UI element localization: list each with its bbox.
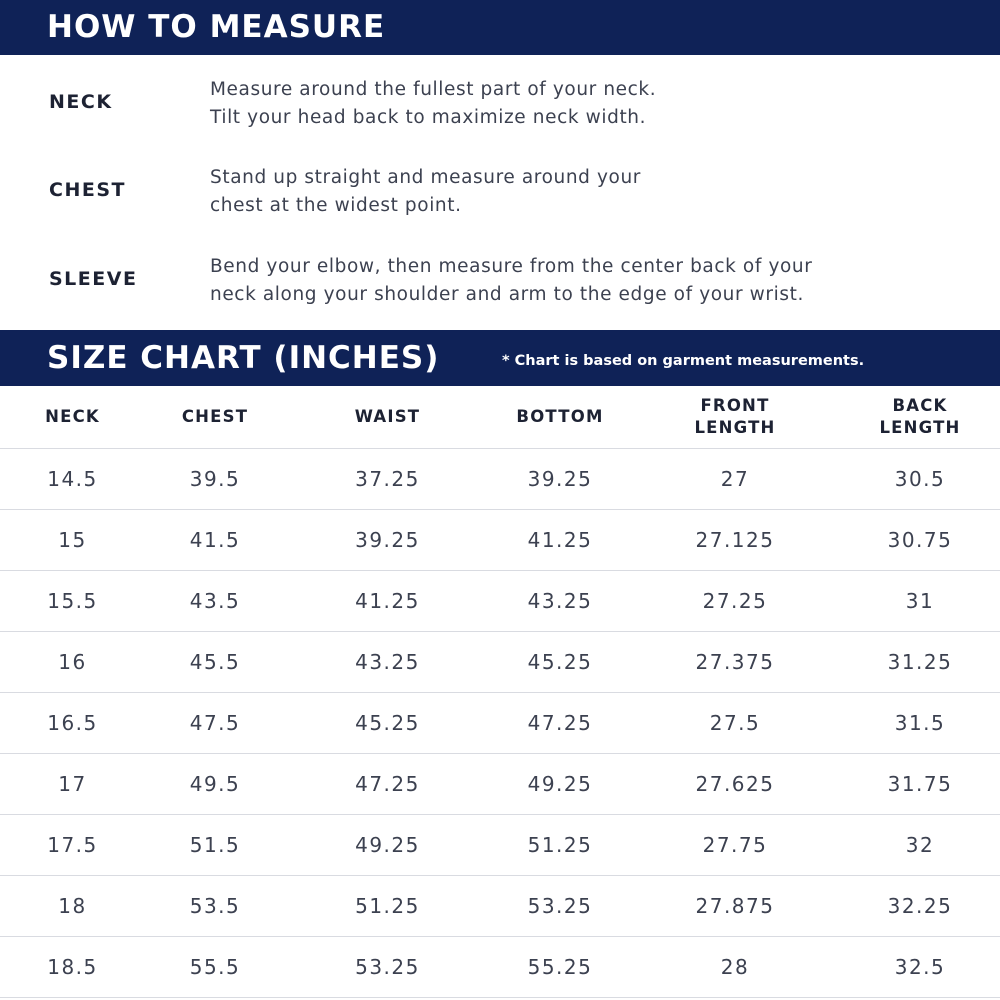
table-cell: 49.25	[285, 815, 490, 876]
column-header-text: BOTTOM	[516, 407, 604, 426]
table-cell: 16	[0, 632, 145, 693]
table-cell: 27.375	[630, 632, 840, 693]
table-cell: 31.5	[840, 693, 1000, 754]
table-cell: 49.5	[145, 754, 285, 815]
table-cell: 14.5	[0, 449, 145, 510]
column-header-text: NECK	[45, 407, 100, 426]
table-cell: 31.25	[840, 632, 1000, 693]
table-cell: 39.5	[145, 449, 285, 510]
table-cell: 55.25	[490, 937, 630, 998]
table-row	[0, 815, 1000, 876]
table-cell: 51.5	[145, 815, 285, 876]
table-row	[0, 632, 1000, 693]
chest-description-line: chest at the widest point.	[210, 195, 462, 216]
size-chart-note: * Chart is based on garment measurements.	[502, 353, 865, 369]
column-header-text: LENGTH	[879, 418, 961, 437]
column-header	[840, 386, 1000, 449]
table-cell: 18	[0, 876, 145, 937]
table-cell: 27.75	[630, 815, 840, 876]
table-row	[0, 571, 1000, 632]
table-row	[0, 693, 1000, 754]
table-cell: 47.25	[490, 693, 630, 754]
table-cell: 32.5	[840, 937, 1000, 998]
column-header	[490, 386, 630, 449]
table-cell: 47.5	[145, 693, 285, 754]
table-row	[0, 510, 1000, 571]
size-chart-title: SIZE CHART (INCHES)	[47, 340, 440, 376]
table-cell: 53.25	[285, 937, 490, 998]
table-cell: 55.5	[145, 937, 285, 998]
column-header	[630, 386, 840, 449]
table-cell: 27.625	[630, 754, 840, 815]
table-cell: 41.25	[285, 571, 490, 632]
sleeve-label: SLEEVE	[49, 268, 138, 290]
table-cell: 32.25	[840, 876, 1000, 937]
table-cell: 30.5	[840, 449, 1000, 510]
table-header-row	[0, 386, 1000, 449]
column-header-text: CHEST	[181, 407, 249, 426]
table-cell: 53.5	[145, 876, 285, 937]
table-cell: 45.25	[285, 693, 490, 754]
neck-description-line: Measure around the fullest part of your neck.	[210, 79, 657, 100]
table-cell: 15	[0, 510, 145, 571]
table-cell: 27.25	[630, 571, 840, 632]
table-cell: 43.25	[285, 632, 490, 693]
table-cell: 51.25	[285, 876, 490, 937]
table-cell: 53.25	[490, 876, 630, 937]
how-to-measure-banner	[0, 0, 1000, 55]
table-cell: 27.125	[630, 510, 840, 571]
table-cell: 31.75	[840, 754, 1000, 815]
neck-label: NECK	[49, 91, 113, 113]
table-cell: 27.875	[630, 876, 840, 937]
column-header-text: FRONT	[700, 396, 770, 415]
table-cell: 27.5	[630, 693, 840, 754]
column-header-text: BACK	[892, 396, 948, 415]
sleeve-description-line: Bend your elbow, then measure from the center back of your	[210, 256, 813, 277]
chest-description	[210, 164, 970, 220]
table-body	[0, 449, 1000, 998]
neck-description-line: Tilt your head back to maximize neck width.	[210, 107, 647, 128]
sleeve-description-line: neck along your shoulder and arm to the edge of your wrist.	[210, 284, 804, 305]
chest-description-line: Stand up straight and measure around your	[210, 167, 641, 188]
sleeve-description	[210, 253, 970, 309]
table-row	[0, 754, 1000, 815]
table-cell: 32	[840, 815, 1000, 876]
table-cell: 17	[0, 754, 145, 815]
table-cell: 51.25	[490, 815, 630, 876]
how-to-measure-title: HOW TO MEASURE	[47, 9, 386, 45]
table-cell: 37.25	[285, 449, 490, 510]
table-cell: 47.25	[285, 754, 490, 815]
column-header	[285, 386, 490, 449]
table-cell: 16.5	[0, 693, 145, 754]
neck-description	[210, 76, 970, 132]
table-cell: 41.5	[145, 510, 285, 571]
table-cell: 41.25	[490, 510, 630, 571]
table-cell: 15.5	[0, 571, 145, 632]
column-header-text: LENGTH	[694, 418, 776, 437]
table-row	[0, 449, 1000, 510]
table-cell: 49.25	[490, 754, 630, 815]
table-cell: 30.75	[840, 510, 1000, 571]
table-cell: 31	[840, 571, 1000, 632]
chest-label: CHEST	[49, 179, 126, 201]
size-chart-table	[0, 386, 1000, 998]
column-header-text: WAIST	[354, 407, 421, 426]
table-cell: 39.25	[490, 449, 630, 510]
table-cell: 43.5	[145, 571, 285, 632]
table-cell: 45.5	[145, 632, 285, 693]
table-row	[0, 876, 1000, 937]
table-cell: 43.25	[490, 571, 630, 632]
column-header	[145, 386, 285, 449]
table-row	[0, 937, 1000, 998]
table-cell: 18.5	[0, 937, 145, 998]
table-cell: 28	[630, 937, 840, 998]
table-cell: 39.25	[285, 510, 490, 571]
table-cell: 45.25	[490, 632, 630, 693]
size-chart-banner	[0, 330, 1000, 386]
table-cell: 27	[630, 449, 840, 510]
column-header	[0, 386, 145, 449]
table-cell: 17.5	[0, 815, 145, 876]
